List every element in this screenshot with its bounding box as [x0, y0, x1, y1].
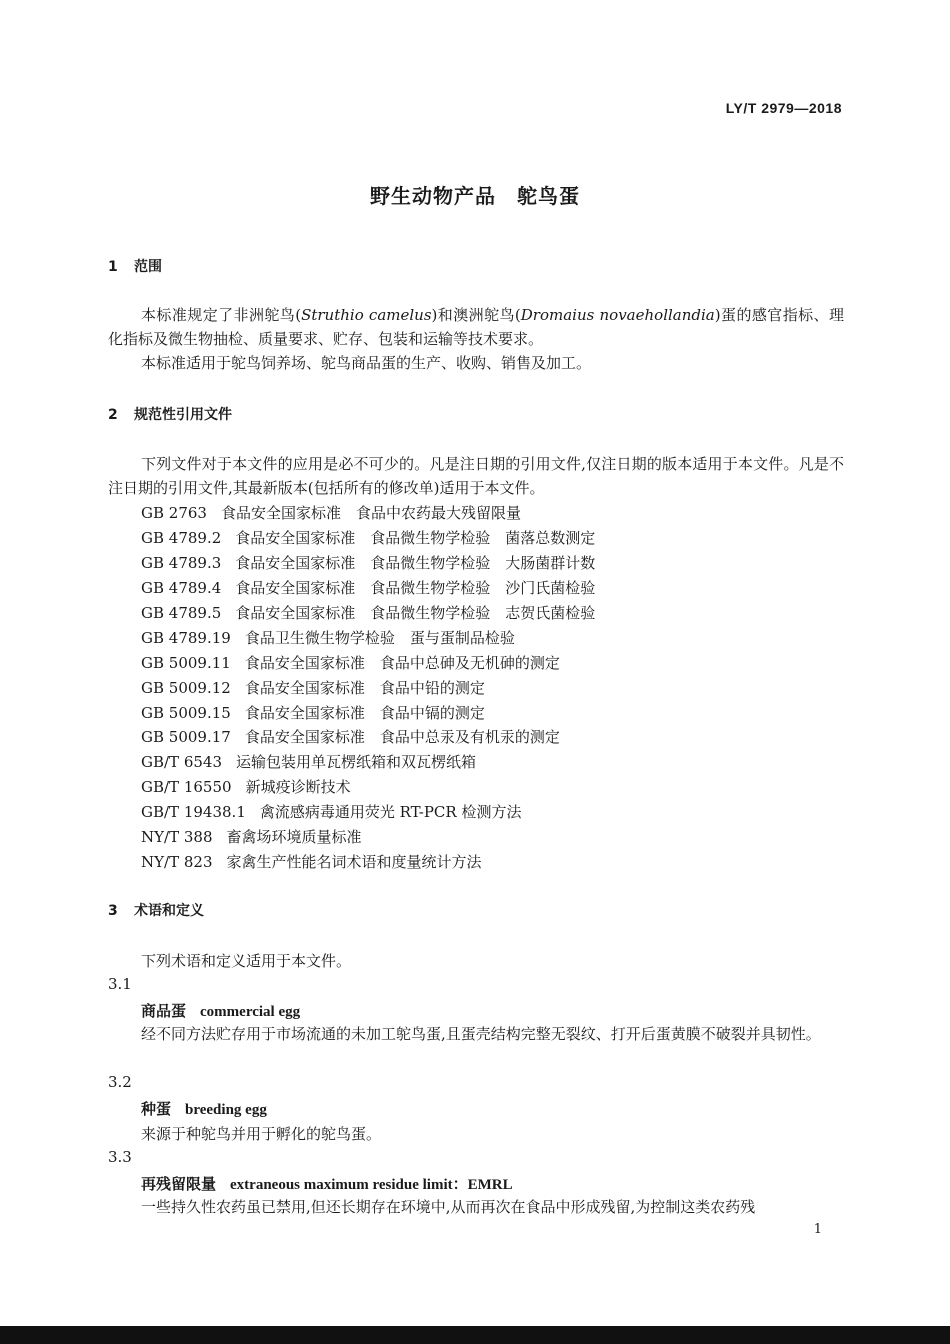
- reference-item: [141, 751, 476, 772]
- section-title: 范围: [134, 259, 162, 275]
- section-2-intro: 下列文件对于本文件的应用是必不可少的。凡是注日期的引用文件,仅注日期的版本适用于本文件。凡是不注日期的引用文件,其最新版本(包括所有的修改单)适用于本文件。: [108, 455, 844, 497]
- reference-code: NY/T 388: [141, 828, 213, 846]
- reference-item: [141, 826, 362, 847]
- reference-item: [141, 527, 595, 548]
- term-number: 3.2: [108, 1073, 132, 1091]
- term-heading: [141, 1098, 267, 1119]
- reference-item: [141, 502, 521, 523]
- reference-item: [141, 851, 482, 872]
- term-en: breeding egg: [185, 1102, 267, 1118]
- standard-code: LY/T 2979—2018: [725, 100, 842, 116]
- reference-title: 食品安全国家标准 食品中镉的测定: [244, 704, 485, 722]
- text-run: 本标准规定了非洲鸵鸟(: [141, 306, 302, 324]
- text-run: )和澳洲鸵鸟(: [431, 306, 521, 324]
- term-zh: 再残留限量: [141, 1175, 217, 1193]
- reference-code: GB 5009.15: [141, 704, 231, 722]
- reference-item: [141, 726, 560, 747]
- section-number: 3: [108, 903, 118, 919]
- term-number: 3.3: [108, 1148, 132, 1166]
- reference-code: GB 4789.4: [141, 579, 222, 597]
- reference-code: GB/T 16550: [141, 778, 232, 796]
- latin-name: Struthio camelus: [301, 306, 432, 324]
- section-title: 规范性引用文件: [134, 407, 232, 423]
- term-definition: 来源于种鸵鸟并用于孵化的鸵鸟蛋。: [141, 1125, 382, 1143]
- reference-title: 运输包装用单瓦楞纸箱和双瓦楞纸箱: [236, 753, 477, 771]
- reference-title: 新城疫诊断技术: [245, 778, 351, 796]
- section-number: 2: [108, 407, 118, 423]
- reference-item: [141, 602, 595, 623]
- reference-title: 食品安全国家标准 食品中铅的测定: [244, 679, 485, 697]
- reference-title: 食品安全国家标准 食品中总汞及有机汞的测定: [244, 728, 560, 746]
- document-title: 野生动物产品 鸵鸟蛋: [370, 184, 580, 208]
- reference-item: [141, 702, 485, 723]
- term-zh: 商品蛋: [141, 1002, 187, 1020]
- reference-item: [141, 801, 521, 822]
- reference-item: [141, 677, 485, 698]
- reference-code: GB/T 19438.1: [141, 803, 246, 821]
- section-1-paragraph-1: [108, 303, 844, 351]
- reference-code: GB 5009.11: [141, 654, 231, 672]
- section-title: 术语和定义: [134, 903, 204, 919]
- term-en: commercial egg: [200, 1004, 301, 1020]
- section-1-heading: [108, 256, 162, 276]
- reference-title: 畜禽场环境质量标准: [226, 828, 362, 846]
- page-number: 1: [813, 1222, 822, 1237]
- section-2-heading: [108, 404, 232, 424]
- reference-title: 食品安全国家标准 食品微生物学检验 志贺氏菌检验: [235, 604, 596, 622]
- section-3-heading: [108, 900, 204, 920]
- term-definition: 经不同方法贮存用于市场流通的未加工鸵鸟蛋,且蛋壳结构完整无裂纹、打开后蛋黄膜不破裂并具韧性。: [141, 1025, 821, 1043]
- reference-title: 食品安全国家标准 食品中农药最大残留限量: [220, 504, 521, 522]
- reference-item: [141, 627, 515, 648]
- term-number: 3.1: [108, 975, 132, 993]
- reference-title: 家禽生产性能名词术语和度量统计方法: [226, 853, 482, 871]
- reference-code: GB/T 6543: [141, 753, 223, 771]
- reference-title: 食品安全国家标准 食品中总砷及无机砷的测定: [244, 654, 560, 672]
- reference-title: 禽流感病毒通用荧光 RT-PCR 检测方法: [259, 803, 522, 821]
- latin-name: Dromaius novaehollandia: [520, 306, 715, 324]
- section-3-intro: 下列术语和定义适用于本文件。: [141, 952, 352, 970]
- reference-title: 食品卫生微生物学检验 蛋与蛋制品检验: [244, 629, 515, 647]
- section-number: 1: [108, 259, 118, 275]
- text-run: )蛋的感官指标、理化指标及微生物抽检、质量要求、贮存、包装和运输等技术要求。: [108, 306, 844, 348]
- scan-border: [0, 1326, 950, 1344]
- term-zh: 种蛋: [141, 1100, 172, 1118]
- reference-title: 食品安全国家标准 食品微生物学检验 菌落总数测定: [235, 529, 596, 547]
- reference-code: GB 4789.5: [141, 604, 222, 622]
- reference-code: GB 4789.19: [141, 629, 231, 647]
- reference-code: GB 5009.12: [141, 679, 231, 697]
- term-definition: 一些持久性农药虽已禁用,但还长期存在环境中,从而再次在食品中形成残留,为控制这类农药残: [141, 1198, 756, 1216]
- reference-code: NY/T 823: [141, 853, 213, 871]
- reference-code: GB 4789.2: [141, 529, 222, 547]
- reference-item: [141, 552, 595, 573]
- reference-item: [141, 652, 560, 673]
- term-en: extraneous maximum residue limit：EMRL: [230, 1177, 513, 1193]
- term-heading: [141, 1173, 513, 1194]
- reference-code: GB 4789.3: [141, 554, 222, 572]
- term-heading: [141, 1000, 300, 1021]
- reference-item: [141, 577, 595, 598]
- reference-title: 食品安全国家标准 食品微生物学检验 大肠菌群计数: [235, 554, 596, 572]
- section-1-paragraph-2: 本标准适用于鸵鸟饲养场、鸵鸟商品蛋的生产、收购、销售及加工。: [141, 354, 592, 372]
- reference-title: 食品安全国家标准 食品微生物学检验 沙门氏菌检验: [235, 579, 596, 597]
- reference-item: [141, 776, 351, 797]
- reference-code: GB 2763: [141, 504, 207, 522]
- reference-code: GB 5009.17: [141, 728, 231, 746]
